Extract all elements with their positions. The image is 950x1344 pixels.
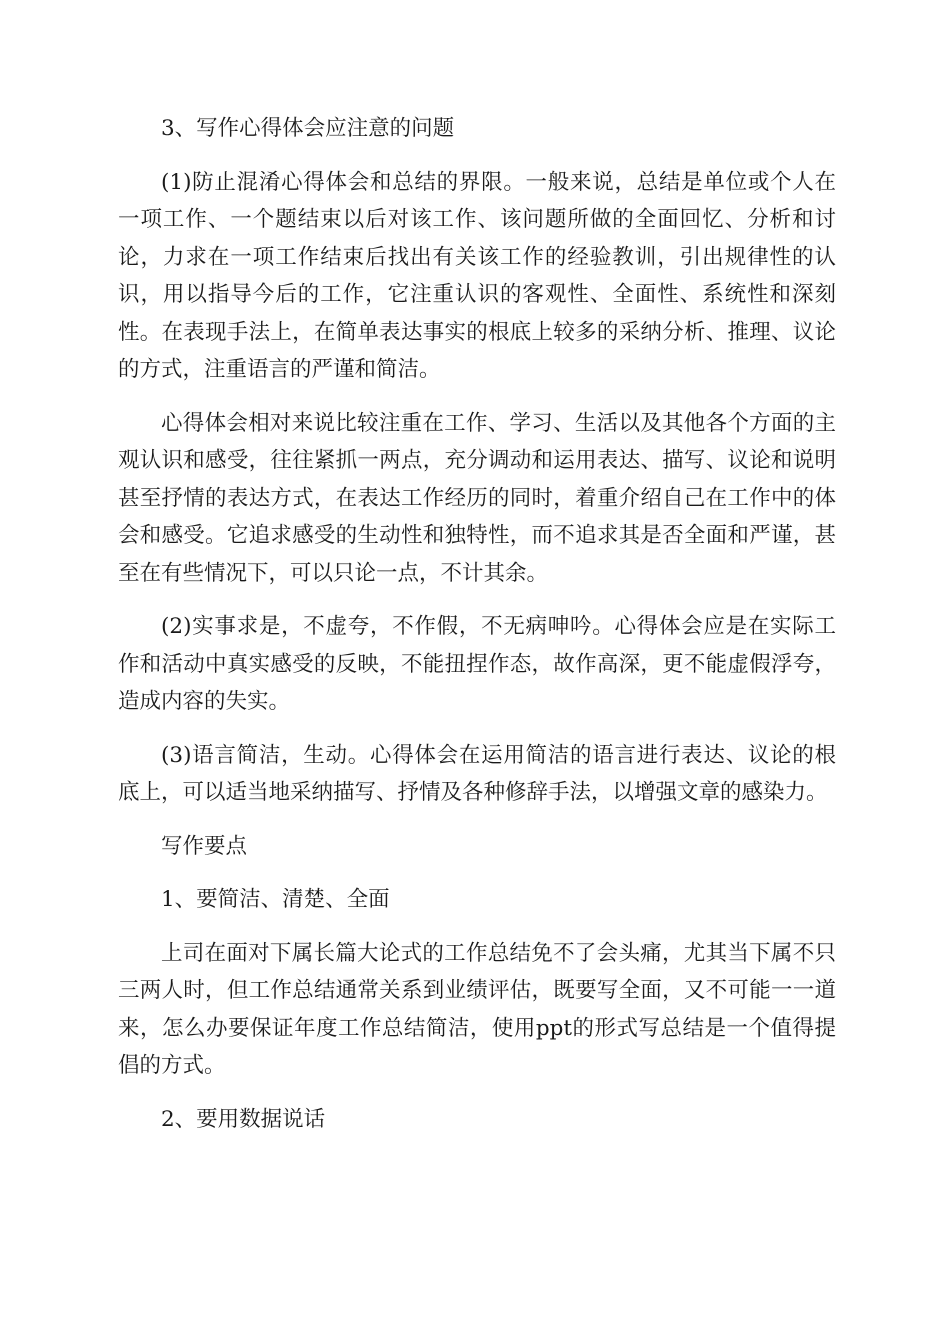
section-heading-writing-notes: 3、写作心得体会应注意的问题 — [161, 116, 455, 141]
paragraph-subjective-feelings: 心得体会相对来说比较注重在工作、学习、生活以及其他各个方面的主观认识和感受，往往紧抓一两点，充分调动和运用表达、描写、议论和说明甚至抒情的表达方式，在表达工作经历的同时，着重介绍自己在工作中的体会和感受。它追求感受的生动性和独特性，而不追求其是否全面和严谨，甚至在有些情况下，可以只论一点，不计其余。 — [118, 410, 836, 586]
paragraph-truthfulness: (2)实事求是，不虚夸，不作假，不无病呻吟。心得体会应是在实际工作和活动中真实感受的反映，不能扭捏作态，故作高深，更不能虚假浮夸，造成内容的失实。 — [118, 614, 836, 714]
paragraph-ppt-summary: 上司在面对下属长篇大论式的工作总结免不了会头痛，尤其当下属不只三两人时，但工作总结通常关系到业绩评估，既要写全面，又不可能一一道来，怎么办要保证年度工作总结简洁，使用ppt的形式写总结是一个值得提倡的方式。 — [118, 940, 836, 1078]
subheading-use-data: 2、要用数据说话 — [161, 1106, 326, 1132]
paragraph-concise-language: (3)语言简洁，生动。心得体会在运用简洁的语言进行表达、议论的根底上，可以适当地采纳描写、抒情及各种修辞手法，以增强文章的感染力。 — [118, 742, 836, 805]
section-heading-writing-points: 写作要点 — [161, 833, 248, 859]
document-body — [118, 110, 836, 1154]
paragraph-distinguish-summary: (1)防止混淆心得体会和总结的界限。一般来说，总结是单位或个人在一项工作、一个题结束以后对该工作、该问题所做的全面回忆、分析和讨论，力求在一项工作结束后找出有关该工作的经验教训，引出规律性的认识，用以指导今后的工作，它注重认识的客观性、全面性、系统性和深刻性。在表现手法上，在简单表达事实的根底上较多的采纳分析、推理、议论的方式，注重语言的严谨和简洁。 — [118, 169, 836, 382]
subheading-concise-clear-complete: 1、要简洁、清楚、全面 — [161, 887, 390, 912]
